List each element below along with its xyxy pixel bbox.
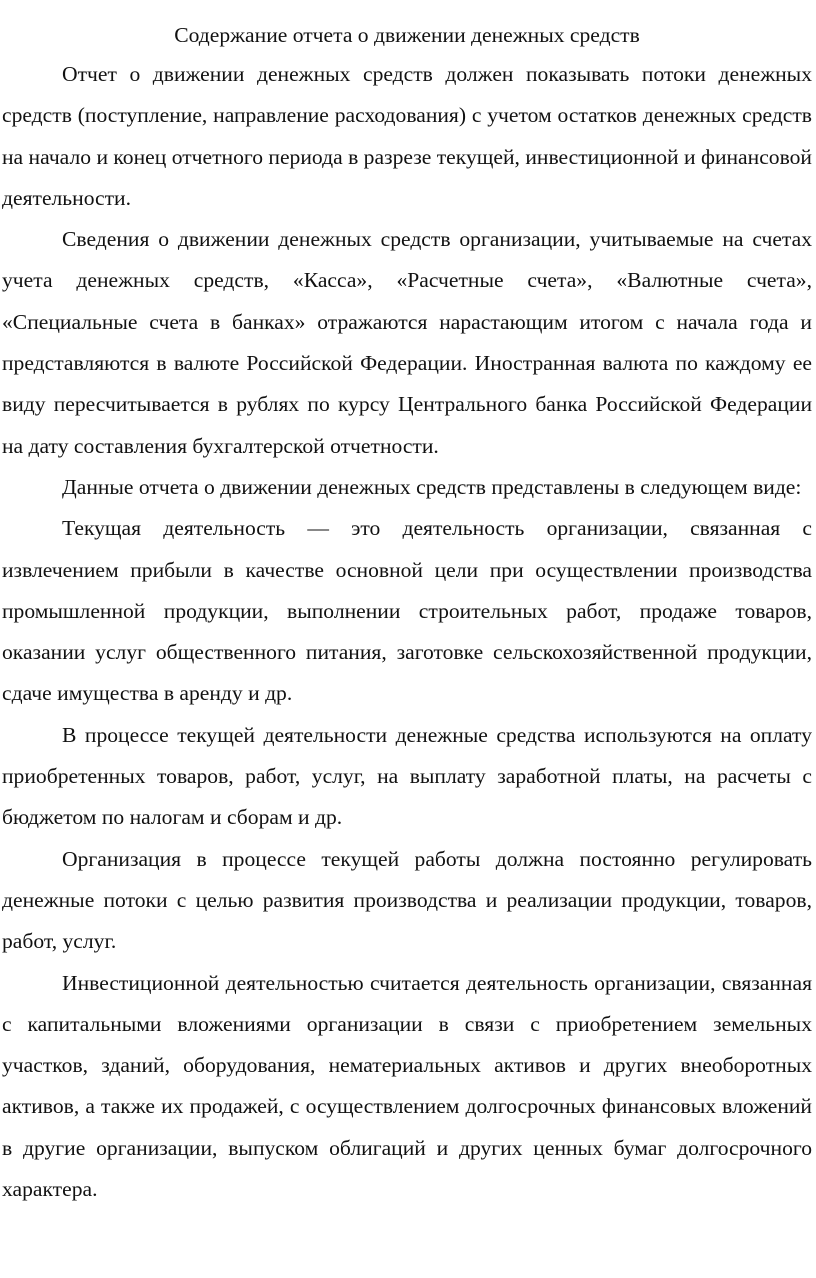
paragraph-investment-activity: Инвестиционной деятельностью считается деятельность организации, связанная с капитальными вложениями организации в связи с приобретением земельных участков, зданий, оборудования, нематериальных активов и других внеоборотных активов, а также их продажей, с осуществлением долгосрочных финансовых вложений в другие организации, выпуском облигаций и других ценных бумаг долгосрочного характера. bbox=[2, 970, 812, 1202]
paragraph-flow-regulation: Организация в процессе текущей работы должна постоянно регулировать денежные потоки с целью развития производства и реализации продукции, товаров, работ, услуг. bbox=[2, 846, 812, 954]
paragraph-current-activity: Текущая деятельность — это деятельность организации, связанная с извлечением прибыли в качестве основной цели при осуществлении производства промышленной продукции, выполнении строительных работ, продаже товаров, оказании услуг общественного питания, заготовке сельскохозяйственной продукции, сдаче имущества в аренду и др. bbox=[2, 516, 812, 706]
document-page bbox=[2, 16, 812, 1210]
paragraph-report-purpose: Отчет о движении денежных средств должен показывать потоки денежных средств (поступление, направление расходования) с учетом остатков денежных средств на начало и конец отчетного периода в разрезе текущей, инвестиционной и финансовой деятельности. bbox=[2, 62, 812, 210]
document-title: Содержание отчета о движении денежных средств bbox=[174, 23, 640, 47]
paragraph-data-presentation: Данные отчета о движении денежных средств представлены в следующем виде: bbox=[62, 474, 802, 499]
paragraph-accounts-info: Сведения о движении денежных средств организации, учитываемые на счетах учета денежных средств, «Касса», «Расчетные счета», «Валютные счета», «Специальные счета в банках» отражаются нарастающим итогом с начала года и представляются в валюте Российской Федерации. Иностранная валюта по каждому ее виду пересчитывается в рублях по курсу Центрального банка Российской Федерации на дату составления бухгалтерской отчетности. bbox=[2, 227, 812, 458]
paragraph-current-usage: В процессе текущей деятельности денежные средства используются на оплату приобретенных товаров, работ, услуг, на выплату заработной платы, на расчеты с бюджетом по налогам и сборам и др. bbox=[2, 722, 812, 830]
